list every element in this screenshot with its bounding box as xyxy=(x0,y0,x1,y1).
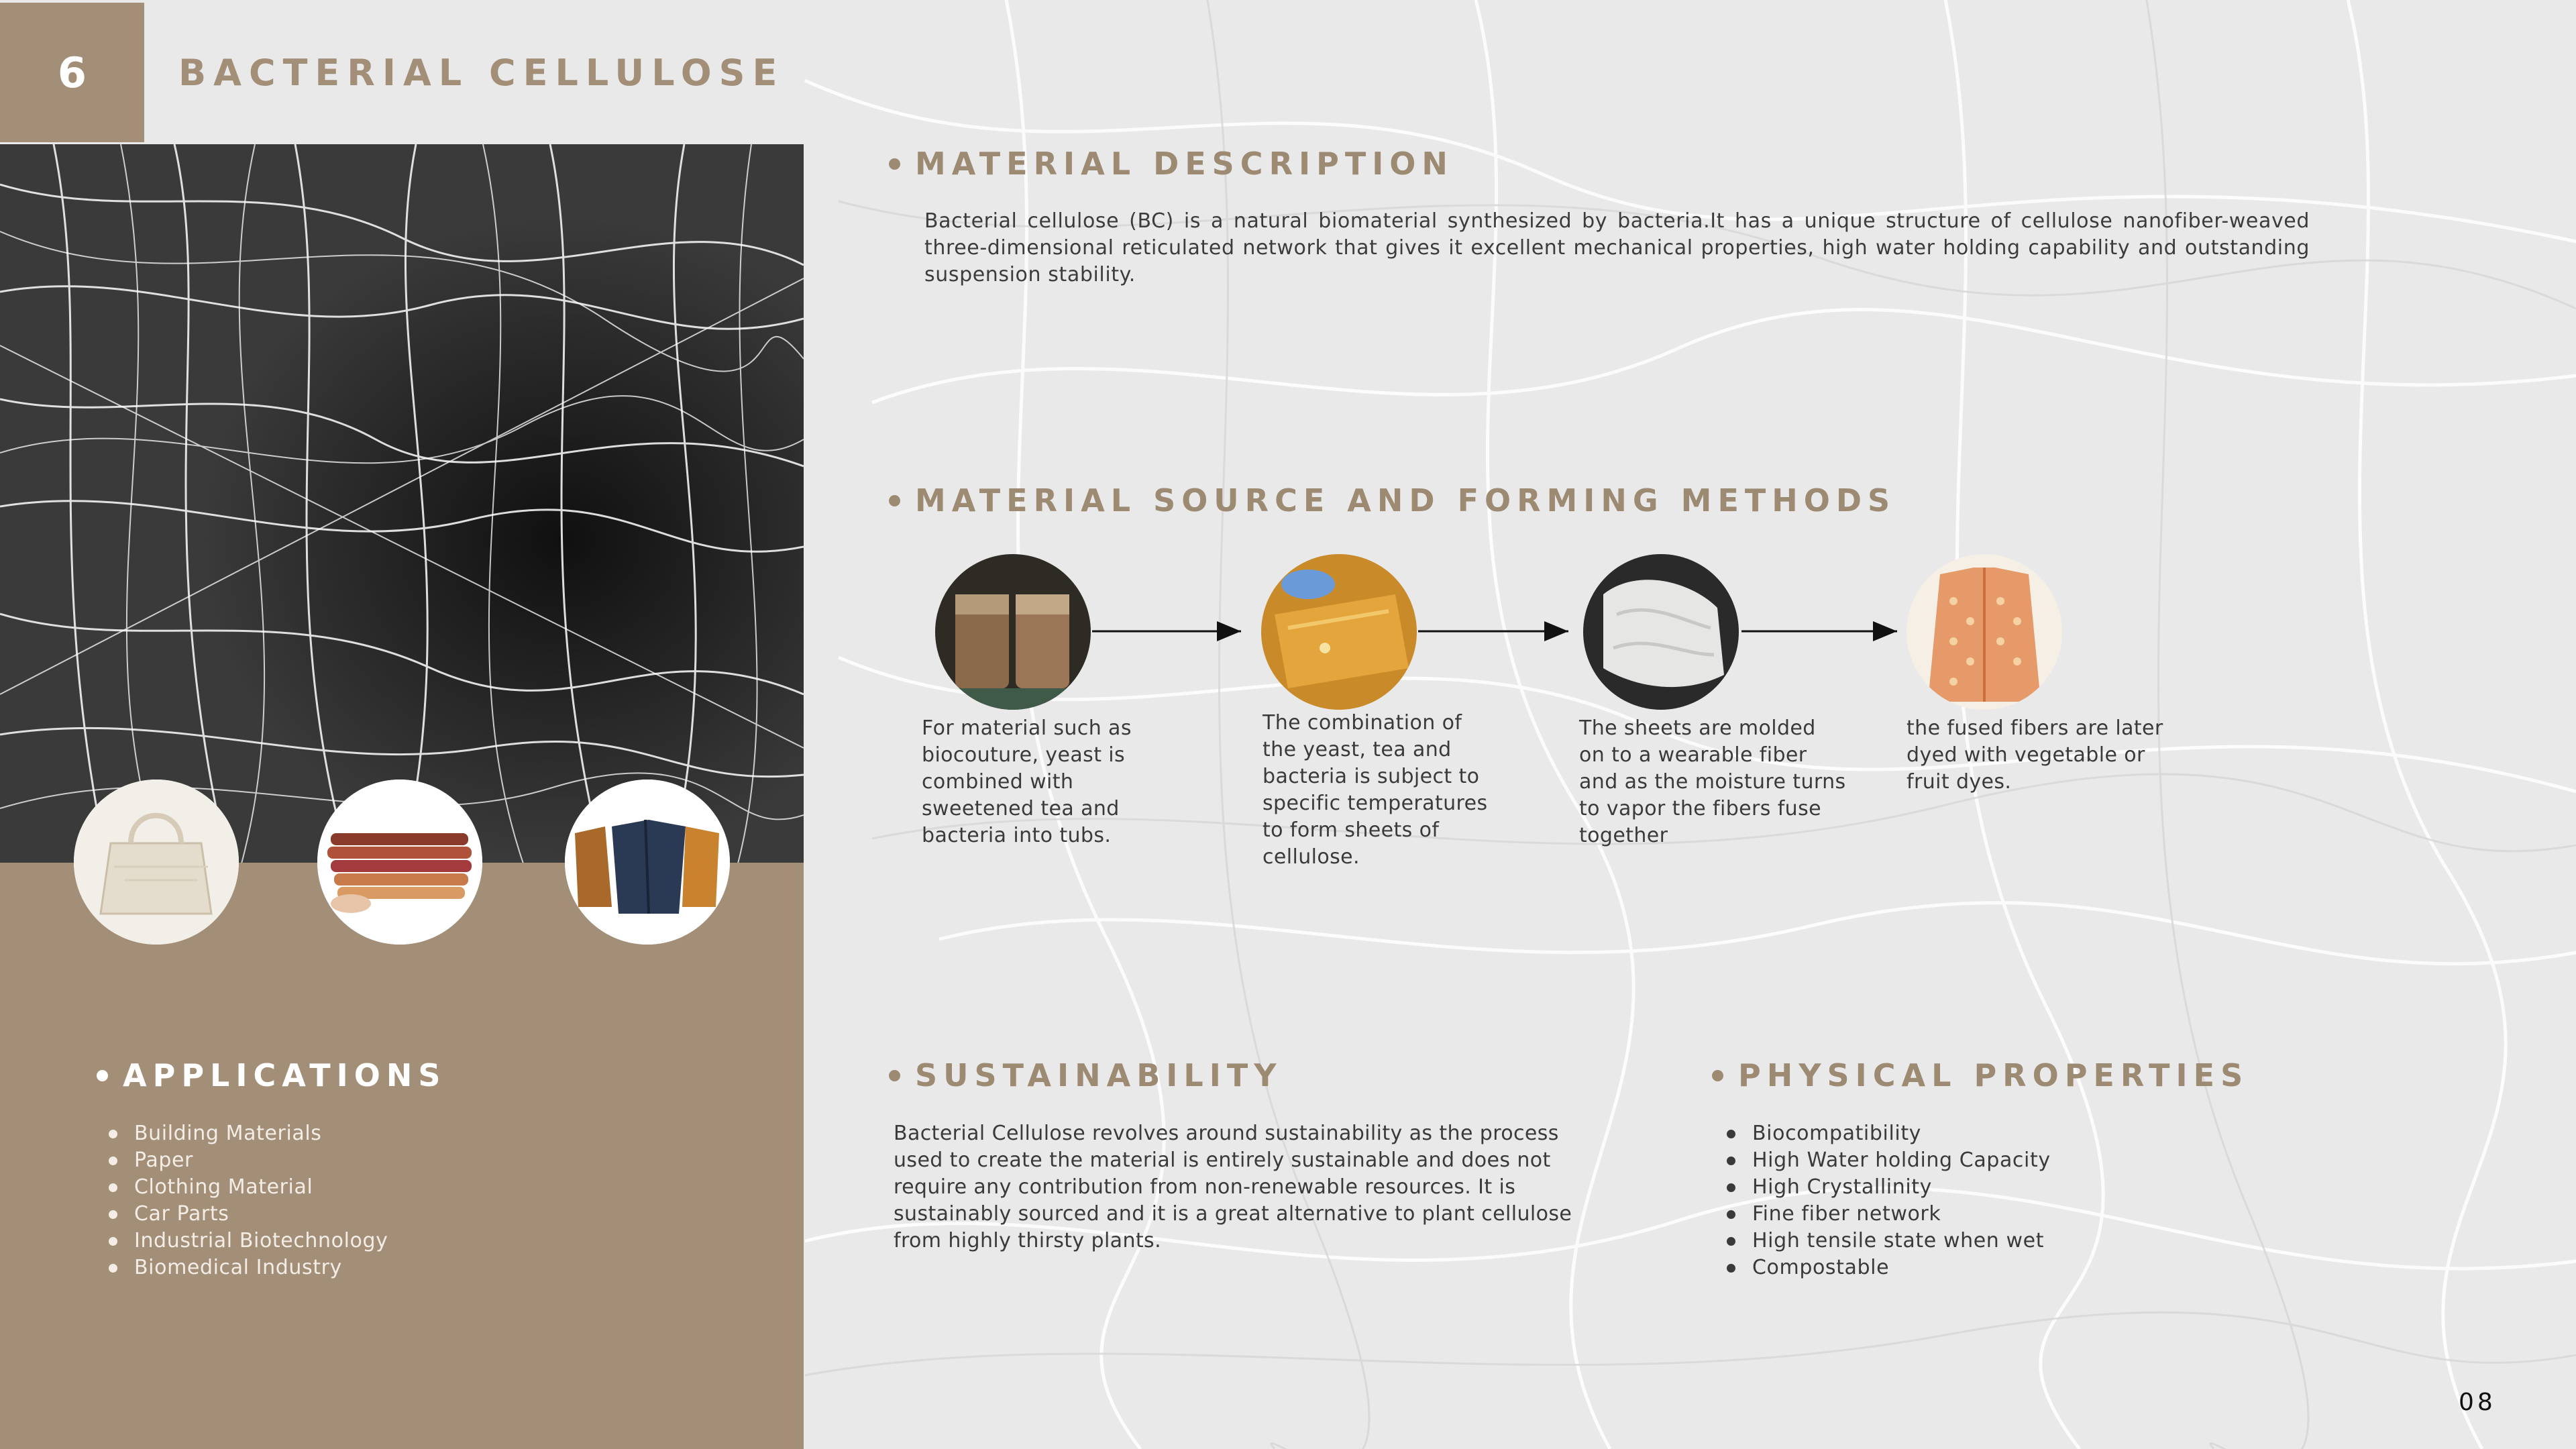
sustainability-line: used to create the material is entirely sustainable and does not xyxy=(894,1148,1551,1172)
applications-heading xyxy=(97,1055,446,1095)
step-1-tea-jars-photo xyxy=(935,554,1091,710)
sustainability-line: require any contribution from non-renewable resources. It is xyxy=(894,1175,1516,1199)
list-item: High tensile state when wet xyxy=(1725,1228,2051,1254)
main-fiber-photo xyxy=(0,144,804,863)
material-description-text: Bacterial cellulose (BC) is a natural biomaterial synthesized by bacteria.It has a unique structure of cellulose nanofiber-weaved three-dimensional reticulated network that gives it excellent mechanical properties, high water holding capability and outstanding suspension stability. xyxy=(924,209,2310,286)
tote-bag-photo xyxy=(74,780,239,945)
list-item: Industrial Biotechnology xyxy=(107,1228,388,1254)
step-3-line: together xyxy=(1579,824,1668,847)
leather-strips-photo xyxy=(317,780,482,945)
step-4-line: fruit dyes. xyxy=(1907,770,2012,794)
step-3-text xyxy=(1579,715,1846,849)
page-number: 08 xyxy=(2459,1389,2496,1416)
step-2-line: cellulose. xyxy=(1263,845,1360,869)
list-item: Biocompatibility xyxy=(1725,1120,2051,1147)
sustainability-line: from highly thirsty plants. xyxy=(894,1229,1162,1252)
step-4-line: dyed with vegetable or xyxy=(1907,743,2145,767)
heading-bullet xyxy=(889,495,900,506)
step-1-line: bacteria into tubs. xyxy=(922,824,1112,847)
step-1-line: sweetened tea and xyxy=(922,797,1120,820)
list-item: Clothing Material xyxy=(107,1174,388,1201)
source-methods-heading xyxy=(889,480,1896,521)
physical-properties-list xyxy=(1725,1120,2051,1281)
step-1-line: biocouture, yeast is xyxy=(922,743,1126,767)
material-description-title: MATERIAL DESCRIPTION xyxy=(915,146,1454,182)
step-4-text xyxy=(1907,715,2163,796)
physical-properties-title: PHYSICAL PROPERTIES xyxy=(1738,1057,2249,1093)
jackets-photo xyxy=(565,780,730,945)
step-2-line: The combination of xyxy=(1263,711,1462,735)
step-2-text xyxy=(1263,710,1488,871)
step-1-line: combined with xyxy=(922,770,1074,794)
applications-list xyxy=(107,1120,388,1281)
heading-bullet xyxy=(97,1070,108,1081)
list-item: High Water holding Capacity xyxy=(1725,1147,2051,1174)
list-item: Fine fiber network xyxy=(1725,1201,2051,1228)
sustainability-title: SUSTAINABILITY xyxy=(915,1057,1283,1093)
step-3-line: on to a wearable fiber xyxy=(1579,743,1807,767)
applications-title: APPLICATIONS xyxy=(123,1057,447,1093)
sustainability-text xyxy=(894,1120,1572,1254)
list-item: Biomedical Industry xyxy=(107,1254,388,1281)
step-4-line: the fused fibers are later xyxy=(1907,716,2163,740)
sustainability-line: sustainably sourced and it is a great alternative to plant cellulose xyxy=(894,1202,1572,1226)
step-1-text xyxy=(922,715,1132,849)
step-1-line: For material such as xyxy=(922,716,1132,740)
list-item: Paper xyxy=(107,1147,388,1174)
step-2-line: bacteria is subject to xyxy=(1263,765,1480,788)
step-3-line: The sheets are molded xyxy=(1579,716,1816,740)
step-3-line: to vapor the fibers fuse xyxy=(1579,797,1821,820)
list-item: Building Materials xyxy=(107,1120,388,1147)
step-2-line: specific temperatures xyxy=(1263,792,1488,815)
step-2-line: the yeast, tea and xyxy=(1263,738,1452,761)
physical-properties-heading xyxy=(1712,1055,2249,1095)
heading-bullet xyxy=(889,158,900,170)
step-2-line: to form sheets of xyxy=(1263,818,1440,842)
sustainability-line: Bacterial Cellulose revolves around sustainability as the process xyxy=(894,1122,1559,1145)
heading-bullet xyxy=(889,1070,900,1081)
step-4-dyed-garment-photo xyxy=(1907,554,2062,710)
material-description-heading xyxy=(889,144,1454,184)
step-2-cellulose-sheet-photo xyxy=(1261,554,1417,710)
source-methods-title: MATERIAL SOURCE AND FORMING METHODS xyxy=(915,482,1896,519)
heading-bullet xyxy=(1712,1070,1723,1081)
section-number-box xyxy=(0,3,144,142)
section-number: 6 xyxy=(57,48,87,97)
page-title: BACTERIAL CELLULOSE xyxy=(178,52,785,94)
list-item: High Crystallinity xyxy=(1725,1174,2051,1201)
sustainability-heading xyxy=(889,1055,1283,1095)
list-item: Car Parts xyxy=(107,1201,388,1228)
step-3-molded-sheet-photo xyxy=(1583,554,1739,710)
step-3-line: and as the moisture turns xyxy=(1579,770,1846,794)
list-item: Compostable xyxy=(1725,1254,2051,1281)
